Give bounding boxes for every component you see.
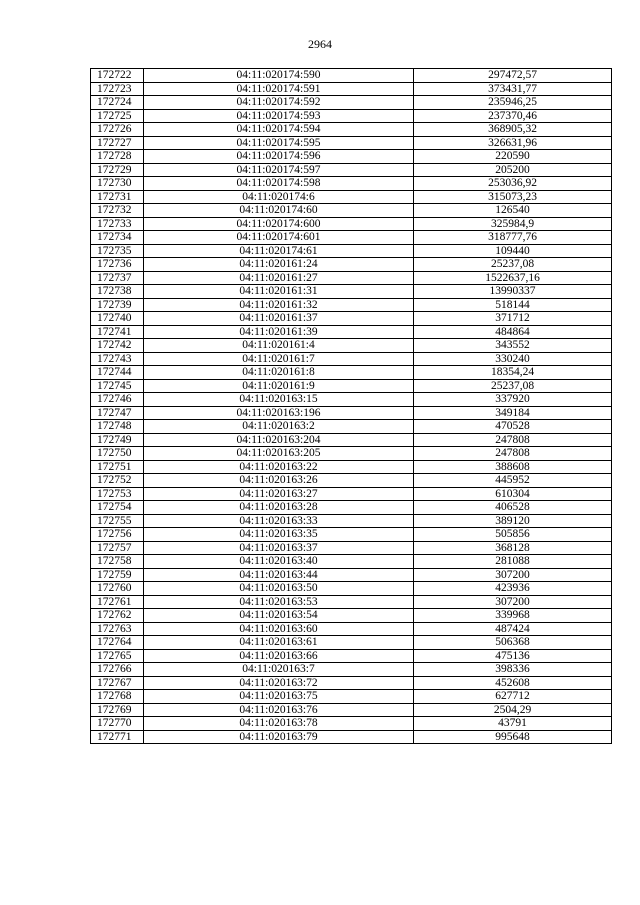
table-row xyxy=(91,177,612,191)
value-cell: 349184 xyxy=(414,406,612,420)
table-row xyxy=(91,271,612,285)
cadastral-number-cell: 04:11:020163:76 xyxy=(144,703,414,717)
record-number-cell: 172747 xyxy=(91,406,144,420)
value-cell: 368905,32 xyxy=(414,123,612,137)
record-number-cell: 172724 xyxy=(91,96,144,110)
cadastral-number-cell: 04:11:020163:33 xyxy=(144,514,414,528)
table-row xyxy=(91,136,612,150)
value-cell: 995648 xyxy=(414,730,612,744)
value-cell: 281088 xyxy=(414,555,612,569)
record-number-cell: 172749 xyxy=(91,433,144,447)
value-cell: 247808 xyxy=(414,447,612,461)
value-cell: 2504,29 xyxy=(414,703,612,717)
cadastral-number-cell: 04:11:020174:590 xyxy=(144,69,414,83)
value-cell: 318777,76 xyxy=(414,231,612,245)
value-cell: 373431,77 xyxy=(414,82,612,96)
table-row xyxy=(91,325,612,339)
table-row xyxy=(91,109,612,123)
value-cell: 627712 xyxy=(414,690,612,704)
cadastral-number-cell: 04:11:020161:7 xyxy=(144,352,414,366)
value-cell: 315073,23 xyxy=(414,190,612,204)
value-cell: 368128 xyxy=(414,541,612,555)
table-row xyxy=(91,622,612,636)
value-cell: 247808 xyxy=(414,433,612,447)
record-number-cell: 172764 xyxy=(91,636,144,650)
value-cell: 326631,96 xyxy=(414,136,612,150)
table-row xyxy=(91,433,612,447)
value-cell: 339968 xyxy=(414,609,612,623)
record-number-cell: 172757 xyxy=(91,541,144,555)
cadastral-number-cell: 04:11:020163:22 xyxy=(144,460,414,474)
value-cell: 18354,24 xyxy=(414,366,612,380)
value-cell: 388608 xyxy=(414,460,612,474)
table-row xyxy=(91,285,612,299)
page-number: 2964 xyxy=(308,37,332,51)
value-cell: 307200 xyxy=(414,595,612,609)
table-row xyxy=(91,703,612,717)
value-cell: 109440 xyxy=(414,244,612,258)
value-cell: 475136 xyxy=(414,649,612,663)
table-row xyxy=(91,204,612,218)
value-cell: 470528 xyxy=(414,420,612,434)
value-cell: 297472,57 xyxy=(414,69,612,83)
record-number-cell: 172751 xyxy=(91,460,144,474)
cadastral-number-cell: 04:11:020163:205 xyxy=(144,447,414,461)
cadastral-number-cell: 04:11:020163:72 xyxy=(144,676,414,690)
table-row xyxy=(91,312,612,326)
table-row xyxy=(91,298,612,312)
cadastral-number-cell: 04:11:020161:9 xyxy=(144,379,414,393)
registry-table xyxy=(90,68,612,744)
record-number-cell: 172767 xyxy=(91,676,144,690)
record-number-cell: 172727 xyxy=(91,136,144,150)
table-row xyxy=(91,474,612,488)
table-row xyxy=(91,582,612,596)
table-row xyxy=(91,258,612,272)
record-number-cell: 172736 xyxy=(91,258,144,272)
cadastral-number-cell: 04:11:020161:37 xyxy=(144,312,414,326)
value-cell: 487424 xyxy=(414,622,612,636)
value-cell: 423936 xyxy=(414,582,612,596)
record-number-cell: 172745 xyxy=(91,379,144,393)
cadastral-number-cell: 04:11:020174:6 xyxy=(144,190,414,204)
value-cell: 389120 xyxy=(414,514,612,528)
cadastral-number-cell: 04:11:020163:66 xyxy=(144,649,414,663)
cadastral-number-cell: 04:11:020174:592 xyxy=(144,96,414,110)
cadastral-number-cell: 04:11:020161:24 xyxy=(144,258,414,272)
record-number-cell: 172722 xyxy=(91,69,144,83)
cadastral-number-cell: 04:11:020174:595 xyxy=(144,136,414,150)
record-number-cell: 172746 xyxy=(91,393,144,407)
table-row xyxy=(91,636,612,650)
record-number-cell: 172741 xyxy=(91,325,144,339)
table-row xyxy=(91,730,612,744)
value-cell: 13990337 xyxy=(414,285,612,299)
value-cell: 253036,92 xyxy=(414,177,612,191)
record-number-cell: 172729 xyxy=(91,163,144,177)
record-number-cell: 172735 xyxy=(91,244,144,258)
table-row xyxy=(91,339,612,353)
value-cell: 337920 xyxy=(414,393,612,407)
value-cell: 506368 xyxy=(414,636,612,650)
cadastral-number-cell: 04:11:020163:37 xyxy=(144,541,414,555)
record-number-cell: 172744 xyxy=(91,366,144,380)
value-cell: 445952 xyxy=(414,474,612,488)
table-row xyxy=(91,150,612,164)
table-row xyxy=(91,528,612,542)
cadastral-number-cell: 04:11:020163:204 xyxy=(144,433,414,447)
cadastral-number-cell: 04:11:020174:601 xyxy=(144,231,414,245)
value-cell: 518144 xyxy=(414,298,612,312)
record-number-cell: 172761 xyxy=(91,595,144,609)
record-number-cell: 172756 xyxy=(91,528,144,542)
value-cell: 1522637,16 xyxy=(414,271,612,285)
value-cell: 126540 xyxy=(414,204,612,218)
table-row xyxy=(91,244,612,258)
cadastral-number-cell: 04:11:020163:44 xyxy=(144,568,414,582)
table-row xyxy=(91,649,612,663)
cadastral-number-cell: 04:11:020163:28 xyxy=(144,501,414,515)
cadastral-number-cell: 04:11:020174:593 xyxy=(144,109,414,123)
cadastral-number-cell: 04:11:020163:53 xyxy=(144,595,414,609)
cadastral-number-cell: 04:11:020163:79 xyxy=(144,730,414,744)
cadastral-number-cell: 04:11:020163:196 xyxy=(144,406,414,420)
cadastral-number-cell: 04:11:020163:15 xyxy=(144,393,414,407)
record-number-cell: 172760 xyxy=(91,582,144,596)
record-number-cell: 172763 xyxy=(91,622,144,636)
cadastral-number-cell: 04:11:020163:2 xyxy=(144,420,414,434)
cadastral-number-cell: 04:11:020161:4 xyxy=(144,339,414,353)
record-number-cell: 172766 xyxy=(91,663,144,677)
table-row xyxy=(91,82,612,96)
value-cell: 371712 xyxy=(414,312,612,326)
record-number-cell: 172739 xyxy=(91,298,144,312)
table-row xyxy=(91,190,612,204)
table-row xyxy=(91,595,612,609)
value-cell: 43791 xyxy=(414,717,612,731)
cadastral-number-cell: 04:11:020163:27 xyxy=(144,487,414,501)
table-row xyxy=(91,690,612,704)
cadastral-number-cell: 04:11:020163:75 xyxy=(144,690,414,704)
record-number-cell: 172725 xyxy=(91,109,144,123)
cadastral-number-cell: 04:11:020163:61 xyxy=(144,636,414,650)
table-row xyxy=(91,123,612,137)
record-number-cell: 172738 xyxy=(91,285,144,299)
cadastral-number-cell: 04:11:020161:27 xyxy=(144,271,414,285)
value-cell: 325984,9 xyxy=(414,217,612,231)
record-number-cell: 172730 xyxy=(91,177,144,191)
record-number-cell: 172731 xyxy=(91,190,144,204)
record-number-cell: 172726 xyxy=(91,123,144,137)
record-number-cell: 172752 xyxy=(91,474,144,488)
table-row xyxy=(91,406,612,420)
cadastral-number-cell: 04:11:020163:40 xyxy=(144,555,414,569)
cadastral-number-cell: 04:11:020163:26 xyxy=(144,474,414,488)
table-row xyxy=(91,717,612,731)
table-row xyxy=(91,379,612,393)
cadastral-number-cell: 04:11:020174:600 xyxy=(144,217,414,231)
cadastral-number-cell: 04:11:020163:60 xyxy=(144,622,414,636)
cadastral-number-cell: 04:11:020174:597 xyxy=(144,163,414,177)
table-row xyxy=(91,663,612,677)
value-cell: 307200 xyxy=(414,568,612,582)
cadastral-number-cell: 04:11:020161:8 xyxy=(144,366,414,380)
value-cell: 452608 xyxy=(414,676,612,690)
cadastral-number-cell: 04:11:020163:78 xyxy=(144,717,414,731)
value-cell: 398336 xyxy=(414,663,612,677)
record-number-cell: 172737 xyxy=(91,271,144,285)
cadastral-number-cell: 04:11:020174:596 xyxy=(144,150,414,164)
table-row xyxy=(91,447,612,461)
table-row xyxy=(91,96,612,110)
table-row xyxy=(91,514,612,528)
record-number-cell: 172755 xyxy=(91,514,144,528)
value-cell: 220590 xyxy=(414,150,612,164)
table-row xyxy=(91,163,612,177)
table-row xyxy=(91,231,612,245)
record-number-cell: 172759 xyxy=(91,568,144,582)
value-cell: 237370,46 xyxy=(414,109,612,123)
cadastral-number-cell: 04:11:020163:50 xyxy=(144,582,414,596)
record-number-cell: 172770 xyxy=(91,717,144,731)
record-number-cell: 172728 xyxy=(91,150,144,164)
cadastral-number-cell: 04:11:020174:60 xyxy=(144,204,414,218)
value-cell: 610304 xyxy=(414,487,612,501)
record-number-cell: 172754 xyxy=(91,501,144,515)
table-row xyxy=(91,487,612,501)
record-number-cell: 172758 xyxy=(91,555,144,569)
table-row xyxy=(91,676,612,690)
table-row xyxy=(91,420,612,434)
cadastral-number-cell: 04:11:020161:32 xyxy=(144,298,414,312)
table-row xyxy=(91,609,612,623)
value-cell: 25237,08 xyxy=(414,258,612,272)
record-number-cell: 172732 xyxy=(91,204,144,218)
table-row xyxy=(91,352,612,366)
table-row xyxy=(91,69,612,83)
cadastral-number-cell: 04:11:020163:54 xyxy=(144,609,414,623)
table-row xyxy=(91,393,612,407)
registry-table-body xyxy=(91,69,612,744)
record-number-cell: 172765 xyxy=(91,649,144,663)
record-number-cell: 172771 xyxy=(91,730,144,744)
record-number-cell: 172733 xyxy=(91,217,144,231)
record-number-cell: 172723 xyxy=(91,82,144,96)
record-number-cell: 172740 xyxy=(91,312,144,326)
record-number-cell: 172762 xyxy=(91,609,144,623)
table-row xyxy=(91,568,612,582)
cadastral-number-cell: 04:11:020161:39 xyxy=(144,325,414,339)
value-cell: 484864 xyxy=(414,325,612,339)
cadastral-number-cell: 04:11:020174:598 xyxy=(144,177,414,191)
value-cell: 235946,25 xyxy=(414,96,612,110)
table-row xyxy=(91,217,612,231)
value-cell: 330240 xyxy=(414,352,612,366)
value-cell: 205200 xyxy=(414,163,612,177)
record-number-cell: 172748 xyxy=(91,420,144,434)
record-number-cell: 172753 xyxy=(91,487,144,501)
table-row xyxy=(91,366,612,380)
cadastral-number-cell: 04:11:020174:594 xyxy=(144,123,414,137)
table-row xyxy=(91,501,612,515)
value-cell: 25237,08 xyxy=(414,379,612,393)
table-row xyxy=(91,541,612,555)
cadastral-number-cell: 04:11:020174:591 xyxy=(144,82,414,96)
table-row xyxy=(91,555,612,569)
value-cell: 343552 xyxy=(414,339,612,353)
record-number-cell: 172734 xyxy=(91,231,144,245)
value-cell: 505856 xyxy=(414,528,612,542)
cadastral-number-cell: 04:11:020161:31 xyxy=(144,285,414,299)
cadastral-number-cell: 04:11:020163:35 xyxy=(144,528,414,542)
cadastral-number-cell: 04:11:020174:61 xyxy=(144,244,414,258)
record-number-cell: 172750 xyxy=(91,447,144,461)
record-number-cell: 172769 xyxy=(91,703,144,717)
table-row xyxy=(91,460,612,474)
record-number-cell: 172742 xyxy=(91,339,144,353)
record-number-cell: 172743 xyxy=(91,352,144,366)
value-cell: 406528 xyxy=(414,501,612,515)
cadastral-number-cell: 04:11:020163:7 xyxy=(144,663,414,677)
record-number-cell: 172768 xyxy=(91,690,144,704)
